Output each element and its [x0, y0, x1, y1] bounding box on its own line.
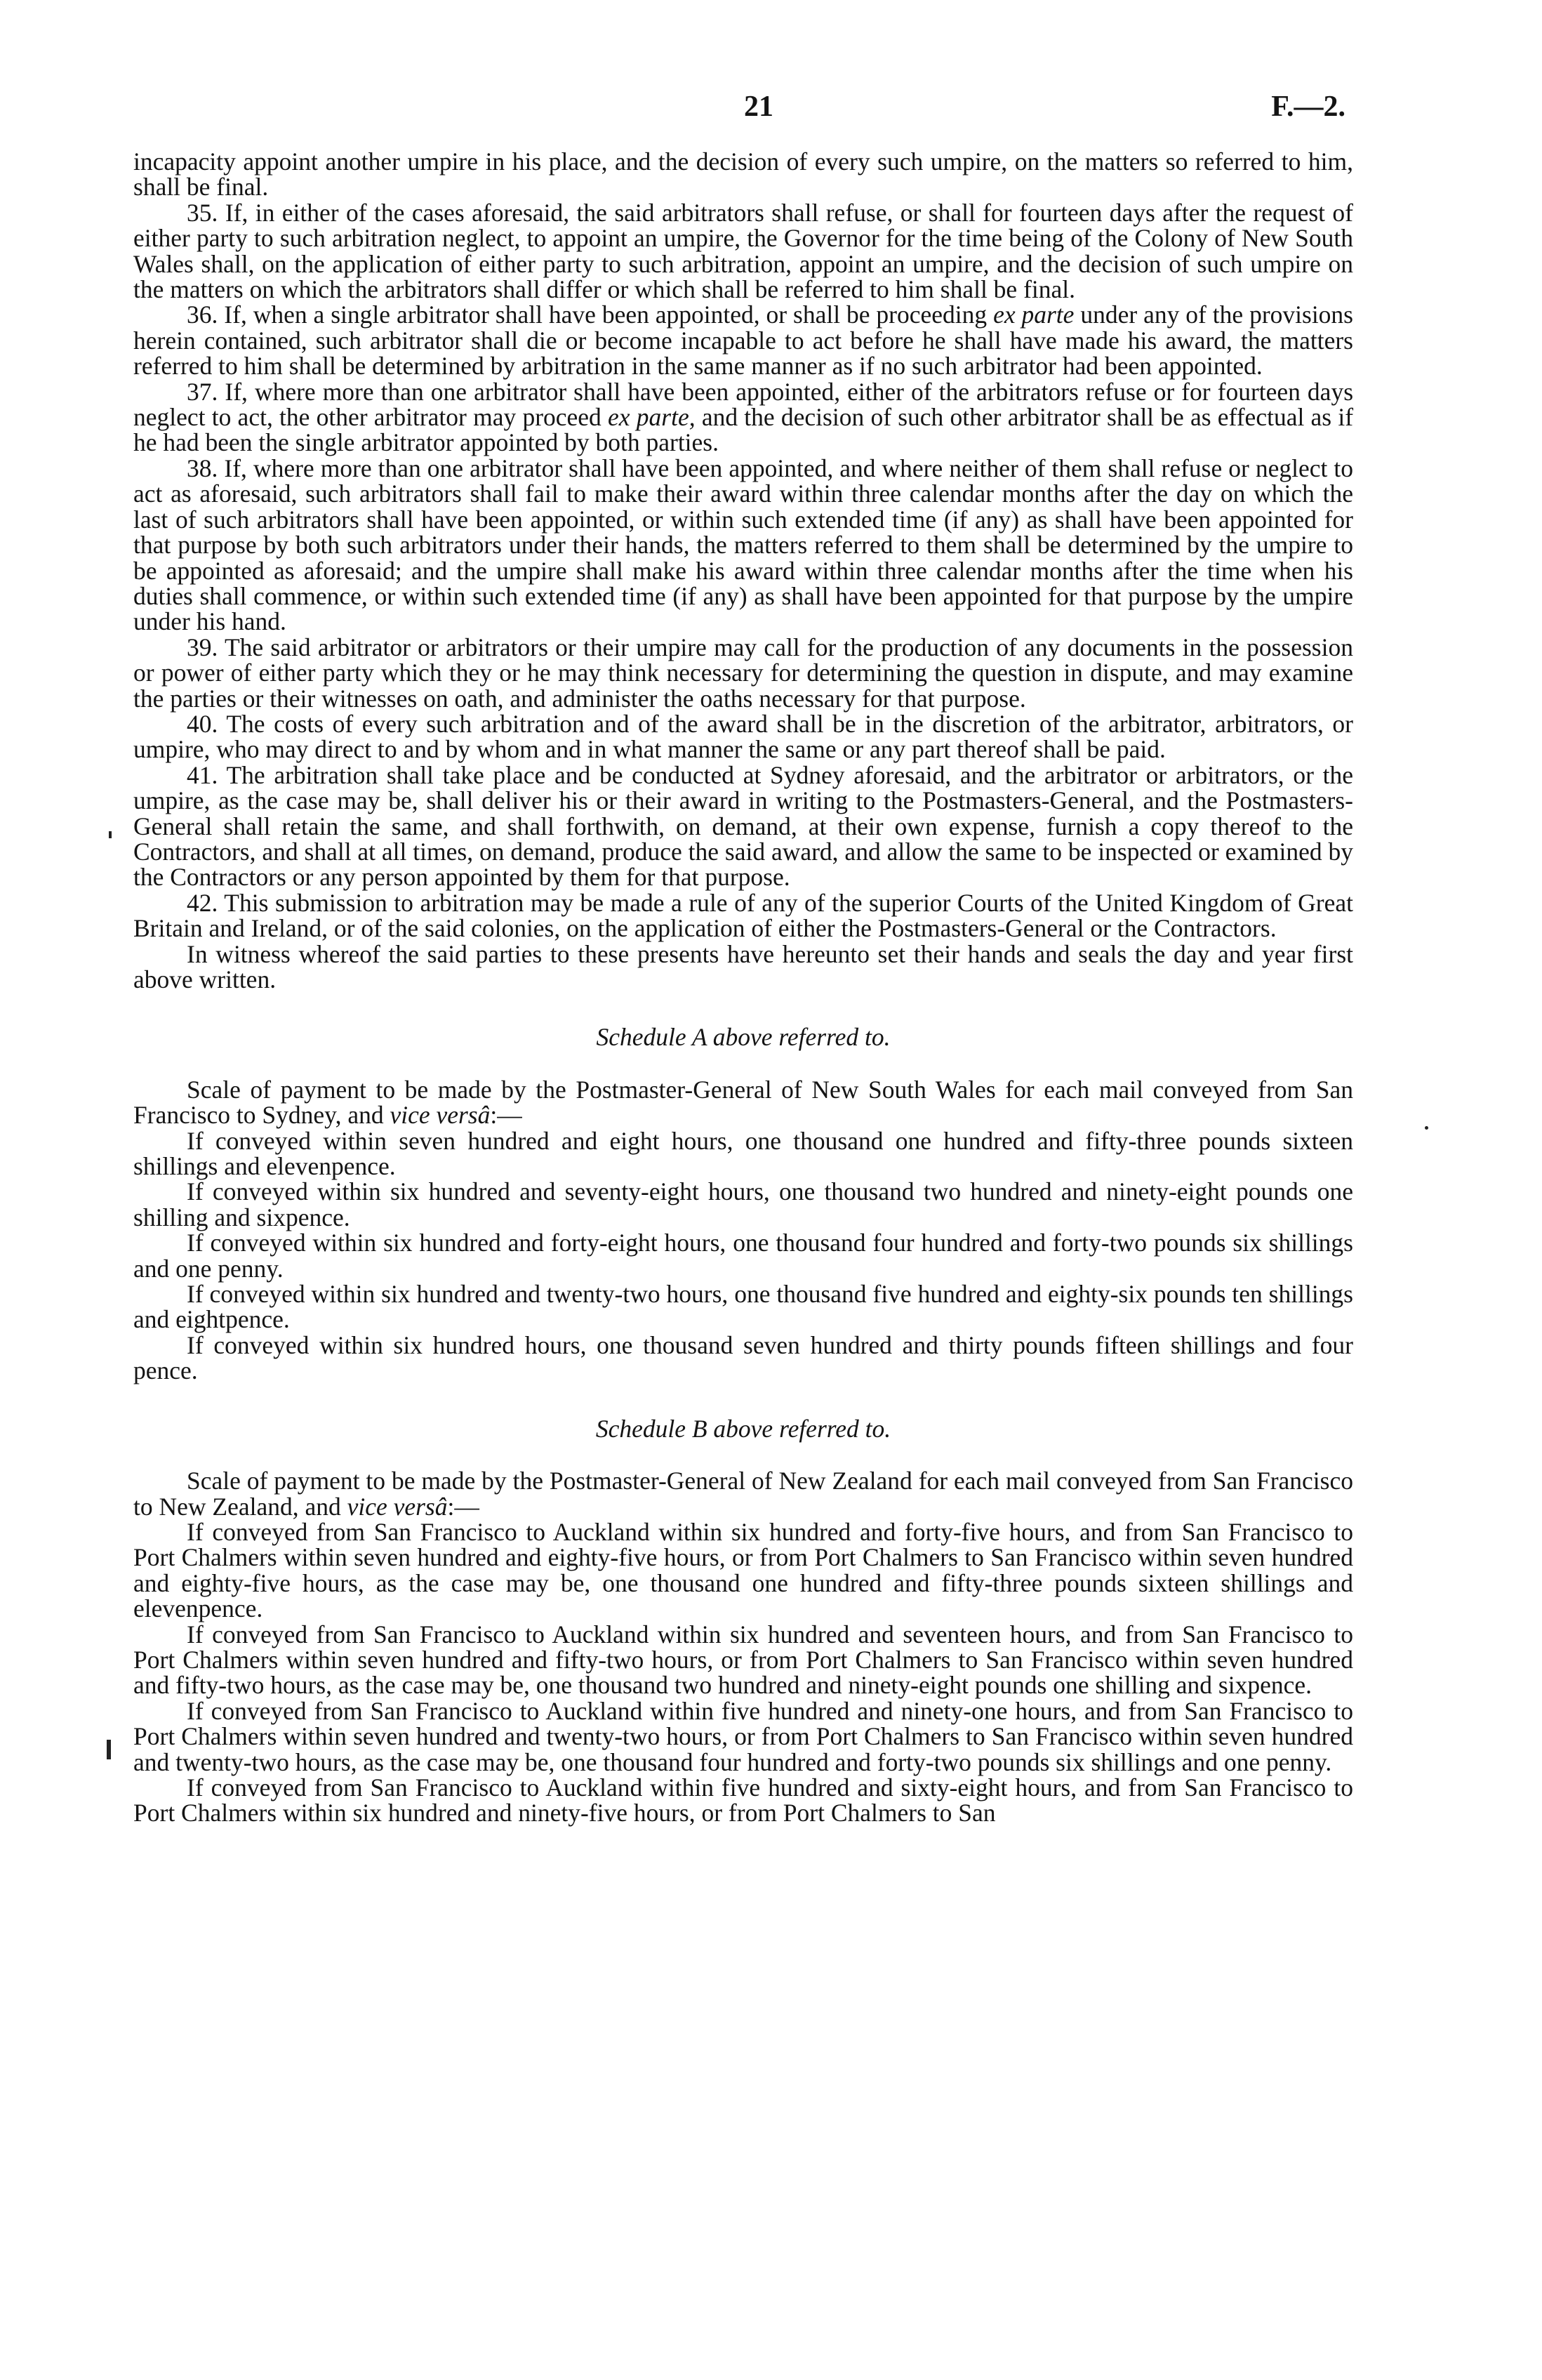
clause-number: 36.: [187, 300, 218, 329]
schedule-b-item: If conveyed from San Francisco to Auckland within six hundred and forty-five hours, and from San Francisco to Port Chalmers within seven hundred and eighty-five hours, or from Port Chalmers to San Francisco within seven hundred and eighty-five hours, as the case may be, one thousand one hundred and fifty-three pounds sixteen shillings and elevenpence.: [133, 1517, 1353, 1623]
witness-clause: In witness whereof the said parties to these presents have hereunto set their hands and seals the day and year first above written.: [133, 939, 1353, 993]
schedule-b-item: If conveyed from San Francisco to Auckland within six hundred and seventeen hours, and from San Francisco to Port Chalmers within seven hundred and fifty-two hours, or from Port Chalmers to San Francisco within seven hundred and fifty-two hours, as the case may be, one thousand two hundred and ninety-eight pounds one shilling and sixpence.: [133, 1620, 1353, 1700]
page-header: [0, 90, 1542, 132]
clause-number: 35.: [187, 198, 218, 227]
clause-41: [133, 762, 1353, 890]
schedule-a-item: If conveyed within six hundred and forty-eight hours, one thousand four hundred and forty-two pounds six shillings and one penny.: [133, 1229, 1353, 1283]
schedule-b-item: If conveyed from San Francisco to Auckland within five hundred and ninety-one hours, and from San Francisco to Port Chalmers within seven hundred and twenty-two hours, or from Port Chalmers to San Francisco within seven hundred and twenty-two hours, as the case may be, one thousand four hundred and forty-two pounds six shillings and one penny.: [133, 1696, 1353, 1776]
scan-mark: [107, 1740, 111, 1759]
clause-number: 38.: [187, 454, 218, 482]
clause-number: 41.: [187, 760, 218, 789]
clause-39: [133, 635, 1353, 711]
schedule-b-intro: Scale of payment to be made by the Postmaster-General of New Zealand for each mail conveyed from San Francisco to New Zealand, and vice versâ:—: [133, 1467, 1353, 1521]
clause-text: If, in either of the cases aforesaid, the said arbitrators shall refuse, or shall for fourteen days after the request of either party to such arbitration neglect, to appoint an umpire, the Governor for the time being of the Colony of New South Wales shall, on the application of either party to such arbitration, appoint an umpire, and the decision of such umpire on the matters on which the arbitrators shall differ or which shall be referred to him shall be final.: [133, 198, 1354, 304]
clause-text: The costs of every such arbitration and of the award shall be in the discretion of the arbitrator, arbitrators, or umpire, who may direct to and by whom and in what manner the same or any part thereof shall be paid.: [133, 709, 1353, 764]
clause-37: 37. If, where more than one arbitrator shall have been appointed, either of the arbitrators refuse or for fourteen days neglect to act, the other arbitrator may proceed ex parte, and the decision of such other arbitrator shall be as effectual as if he had been the single arbitrator appointed by both parties.: [133, 377, 1354, 457]
schedule-b-item: If conveyed from San Francisco to Auckland within five hundred and sixty-eight hours, and from San Francisco to Port Chalmers within six hundred and ninety-five hours, or from Port Chalmers to San: [133, 1773, 1353, 1827]
schedule-a-item: If conveyed within six hundred and twenty-two hours, one thousand five hundred and eighty-six pounds ten shillings and eightpence.: [133, 1280, 1353, 1334]
schedule-a-item: If conveyed within six hundred hours, one thousand seven hundred and thirty pounds fifteen shillings and four pence.: [133, 1330, 1353, 1385]
schedule-b-heading: Schedule B above referred to.: [595, 1414, 891, 1443]
scan-mark: [109, 831, 112, 838]
schedule-a-item: If conveyed within six hundred and seventy-eight hours, one thousand two hundred and ninety-eight pounds one shilling and sixpence.: [133, 1177, 1353, 1231]
clause-text: If, where more than one arbitrator shall have been appointed, and where neither of them shall refuse or neglect to act as aforesaid, such arbitrators shall fail to make their award within three calendar months after the day on which the last of such arbitrators shall have been appointed, or within such extended time (if any) as shall have been appointed for that purpose by both such arbitrators under their hands, the matters referred to them shall be determined by the umpire to be appointed as aforesaid; and the umpire shall make his award within three calendar months after the time when his duties shall commence, or within such extended time (if any) as shall have been appointed for that purpose by the umpire under his hand.: [133, 454, 1354, 636]
clause-number: 39.: [187, 633, 218, 661]
document-reference: F.—2.: [1271, 91, 1345, 123]
clause-36: 36. If, when a single arbitrator shall have been appointed, or shall be proceeding ex parte under any of the provisions herein contained, such arbitrator shall die or become incapable to act before he shall have made his award, the matters referred to him shall be determined by arbitration in the same manner as if no such arbitrator had been appointed.: [133, 300, 1353, 381]
clause-text: The arbitration shall take place and be conducted at Sydney aforesaid, and the arbitrator or arbitrators, or the umpire, as the case may be, shall deliver his or their award in writing to the Postmasters-General, and the Postmasters-General shall retain the same, and shall forthwith, on demand, at their own expense, furnish a copy thereof to the Contractors, and shall at all times, on demand, produce the said award, and allow the same to be inspected or examined by the Contractors or any person appointed by them for that purpose.: [133, 760, 1354, 892]
schedule-a-item: If conveyed within seven hundred and eight hours, one thousand one hundred and fifty-three pounds sixteen shillings and elevenpence.: [133, 1126, 1353, 1181]
scan-mark: [1425, 1126, 1428, 1130]
page-number: 21: [744, 91, 773, 123]
schedule-a-intro: Scale of payment to be made by the Postmaster-General of New South Wales for each mail conveyed from San Francisco to Sydney, and vice versâ:—: [133, 1075, 1353, 1130]
clause-number: 40.: [187, 709, 218, 738]
clause-35: [133, 200, 1353, 303]
clause-text: The said arbitrator or arbitrators or their umpire may call for the production of any documents in the possession or power of either party which they or he may think necessary for determining the question in dispute, and may examine the parties or their witnesses on oath, and administer the oaths necessary for that purpose.: [133, 633, 1353, 713]
clause-number: 37.: [187, 377, 218, 406]
clause-text: This submission to arbitration may be made a rule of any of the superior Courts of the United Kingdom of Great Britain and Ireland, or of the said colonies, on the application of either the Postmasters-General or the Contractors.: [133, 888, 1354, 943]
schedule-a-heading: Schedule A above referred to.: [596, 1023, 891, 1052]
document-body: [133, 149, 1353, 1826]
continued-paragraph: incapacity appoint another umpire in his place, and the decision of every such umpire, on the matters so referred to him, shall be final.: [133, 147, 1353, 201]
clause-number: 42.: [187, 888, 218, 917]
clause-38: [133, 456, 1353, 635]
clause-42: [133, 890, 1353, 941]
clause-40: [133, 711, 1353, 762]
